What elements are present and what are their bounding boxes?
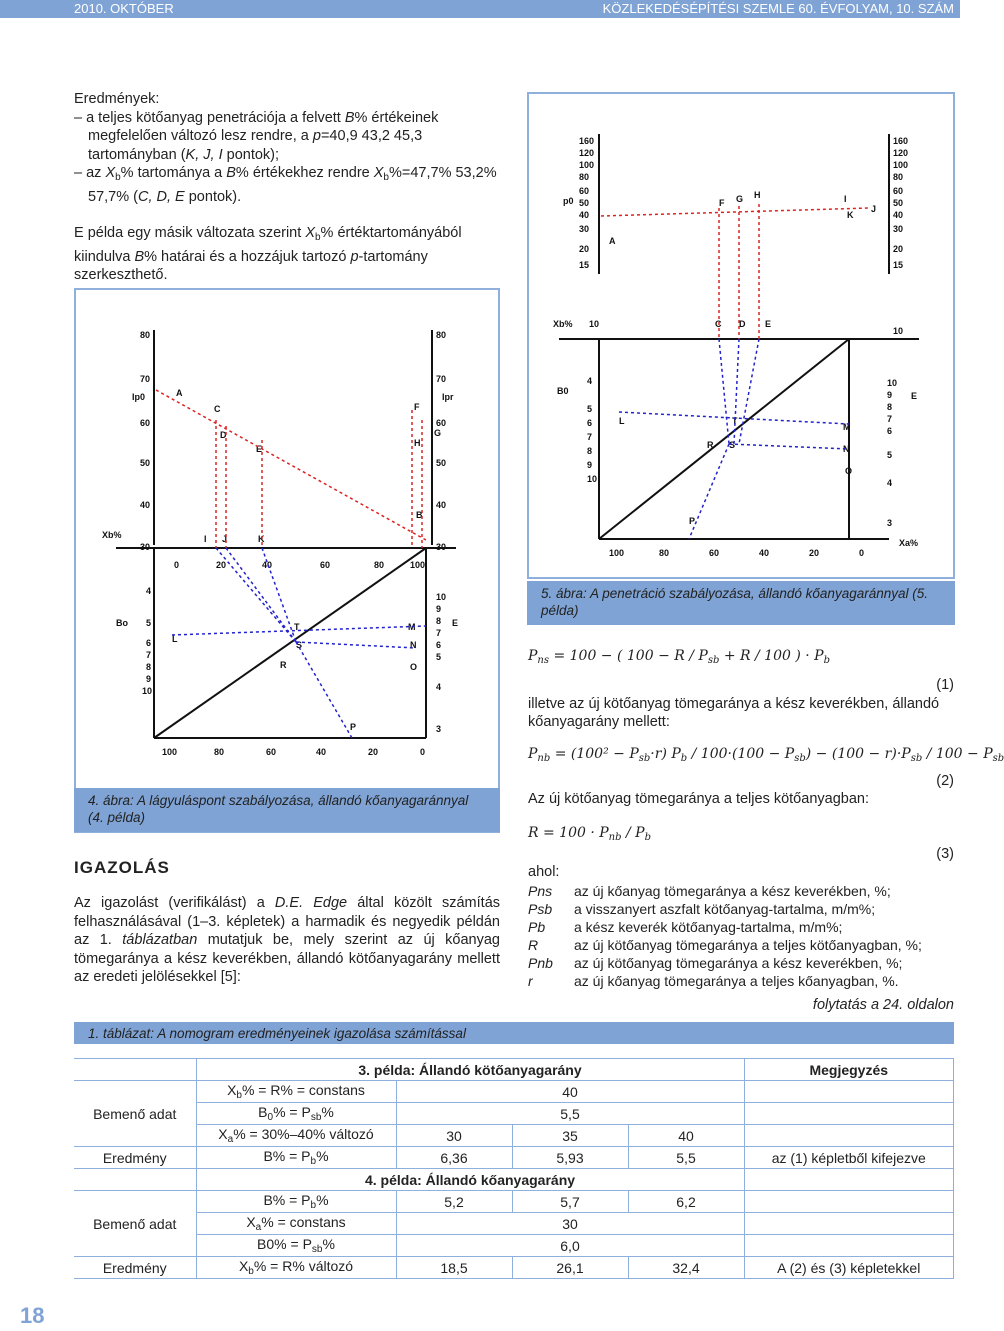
- svg-text:0: 0: [420, 747, 426, 757]
- results-heading: Eredmények:: [74, 91, 160, 107]
- svg-text:3: 3: [887, 518, 893, 528]
- svg-text:S: S: [296, 640, 303, 650]
- svg-text:E: E: [765, 319, 772, 329]
- svg-text:F: F: [414, 402, 420, 412]
- svg-text:10: 10: [436, 592, 447, 602]
- svg-text:6: 6: [587, 418, 593, 428]
- svg-text:100: 100: [410, 560, 426, 570]
- svg-text:B: B: [416, 510, 423, 520]
- table-row: [74, 1081, 954, 1103]
- svg-text:E: E: [256, 444, 263, 454]
- svg-text:6: 6: [436, 640, 442, 650]
- svg-text:70: 70: [436, 374, 447, 384]
- header-date: 2010. OKTÓBER: [74, 1, 174, 16]
- svg-text:9: 9: [587, 460, 593, 470]
- svg-text:160: 160: [579, 136, 595, 146]
- definition-item: Pb a kész keverék kötőanyag-tartalma, m/m%;: [528, 918, 843, 935]
- table-row: [74, 1059, 954, 1081]
- svg-text:M: M: [843, 422, 851, 432]
- svg-text:7: 7: [436, 628, 442, 638]
- svg-text:Xb%: Xb%: [102, 530, 122, 540]
- table-cell: 18,5: [396, 1257, 512, 1279]
- svg-text:p0: p0: [563, 196, 574, 206]
- equations-block: [528, 648, 1004, 1014]
- table-cell: $B\% = P_b\%$: [196, 1147, 396, 1169]
- table-cell: A (2) és (3) képletekkel: [744, 1257, 954, 1279]
- svg-text:60: 60: [709, 548, 720, 558]
- svg-text:50: 50: [140, 458, 151, 468]
- svg-text:L: L: [619, 416, 625, 426]
- definition-list: [528, 882, 954, 990]
- svg-text:40: 40: [579, 210, 590, 220]
- svg-text:10: 10: [589, 319, 600, 329]
- definition-item: R az új kötőanyag tömegaránya a teljes kötőanyagban, %;: [528, 936, 922, 953]
- table-cell: $B\% = P_b\%$: [196, 1191, 396, 1213]
- svg-text:A: A: [176, 388, 183, 398]
- svg-text:5: 5: [436, 652, 442, 662]
- svg-text:H: H: [754, 190, 761, 200]
- svg-text:50: 50: [436, 458, 447, 468]
- svg-text:D: D: [220, 430, 227, 440]
- table-cell: 5,7: [512, 1191, 628, 1213]
- svg-text:100: 100: [609, 548, 625, 558]
- svg-text:J: J: [871, 204, 877, 214]
- svg-text:40: 40: [759, 548, 770, 558]
- table-header-note: Megjegyzés: [744, 1059, 954, 1081]
- page-header: [0, 0, 960, 18]
- table-cell: 40: [396, 1081, 744, 1103]
- svg-text:8: 8: [587, 446, 593, 456]
- svg-text:Ipr: Ipr: [442, 392, 454, 402]
- svg-text:L: L: [172, 634, 178, 644]
- table-group-label: Eredmény: [74, 1257, 196, 1279]
- svg-text:E: E: [911, 391, 918, 401]
- svg-text:15: 15: [579, 260, 590, 270]
- svg-text:80: 80: [140, 330, 151, 340]
- table-row: [74, 1169, 954, 1191]
- results-item-1: – a teljes kötőanyag penetrációja a felvett B% értékeinek megfelelően változó lesz rendre, a p=40,9 43,2 45,3 tartományban (K, J, I pontok);: [74, 109, 439, 163]
- svg-text:10: 10: [893, 326, 904, 336]
- svg-text:4: 4: [146, 586, 152, 596]
- svg-text:9: 9: [436, 604, 442, 614]
- definition-item: Pns az új kőanyag tömegaránya a kész keverékben, %;: [528, 882, 891, 899]
- svg-text:N: N: [410, 640, 417, 650]
- figure-4: [74, 288, 500, 833]
- svg-text:80: 80: [374, 560, 385, 570]
- table-cell: 30: [396, 1213, 744, 1235]
- svg-text:I: I: [844, 194, 847, 204]
- svg-text:10: 10: [587, 474, 598, 484]
- svg-text:8: 8: [146, 662, 152, 672]
- svg-text:T: T: [732, 416, 738, 426]
- svg-text:D: D: [739, 319, 746, 329]
- svg-text:P: P: [689, 516, 696, 526]
- table-cell: $B_0\% = P_{sb}\%$: [196, 1103, 396, 1125]
- figure-5: [527, 92, 955, 579]
- svg-text:120: 120: [893, 148, 909, 158]
- svg-text:20: 20: [579, 244, 590, 254]
- svg-text:5: 5: [146, 618, 152, 628]
- svg-text:20: 20: [893, 244, 904, 254]
- equation-3: $R = 100 \cdot P_{nb} / P_b$: [528, 824, 651, 843]
- svg-text:0: 0: [859, 548, 865, 558]
- table-row: [74, 1257, 954, 1279]
- table-cell: $X_b\% = R\%$ változó: [196, 1257, 396, 1279]
- table-cell: 6,36: [396, 1147, 512, 1169]
- svg-text:80: 80: [436, 330, 447, 340]
- svg-text:30: 30: [140, 542, 151, 552]
- svg-text:100: 100: [162, 747, 178, 757]
- table-group-label: Eredmény: [74, 1147, 196, 1169]
- figure-4-caption: 4. ábra: A lágyuláspont szabályozása, állandó kőanyagaránnyal (4. példa): [74, 788, 500, 832]
- svg-text:Bo: Bo: [116, 618, 128, 628]
- svg-text:100: 100: [579, 160, 595, 170]
- svg-text:Ip0: Ip0: [132, 392, 146, 402]
- svg-text:30: 30: [893, 224, 904, 234]
- svg-text:30: 30: [579, 224, 590, 234]
- table-cell: 30: [396, 1125, 512, 1147]
- svg-text:60: 60: [436, 418, 447, 428]
- svg-text:R: R: [707, 440, 714, 450]
- svg-text:T: T: [294, 622, 300, 632]
- table-header-example-4: 4. példa: Állandó kőanyagarány: [196, 1169, 744, 1191]
- table-row: [74, 1147, 954, 1169]
- table-group-label: Bemenő adat: [74, 1191, 196, 1257]
- figure-5-nomogram: [529, 94, 953, 577]
- table-row: [74, 1125, 954, 1147]
- svg-text:O: O: [845, 466, 853, 476]
- svg-text:80: 80: [659, 548, 670, 558]
- svg-text:60: 60: [320, 560, 331, 570]
- table-row: [74, 1235, 954, 1257]
- svg-text:5: 5: [887, 450, 893, 460]
- equation-1: $P_{ns} = 100$ − ( $100 - R / P_{sb} + R / 100$ ) · $P_b$: [528, 648, 830, 666]
- table-cell: 26,1: [512, 1257, 628, 1279]
- table-cell: 5,93: [512, 1147, 628, 1169]
- svg-text:S: S: [729, 440, 736, 450]
- results-table: [74, 1058, 954, 1279]
- svg-text:60: 60: [266, 747, 277, 757]
- svg-text:K: K: [847, 210, 854, 220]
- table-header-example-3: 3. példa: Állandó kötőanyagarány: [196, 1059, 744, 1081]
- svg-text:B0: B0: [557, 386, 569, 396]
- svg-text:3: 3: [436, 724, 442, 734]
- svg-text:H: H: [414, 438, 421, 448]
- svg-text:20: 20: [368, 747, 379, 757]
- page-number: 18: [20, 1303, 45, 1328]
- svg-text:4: 4: [587, 376, 593, 386]
- equation-2: $P_{nb} = (100^2 - P_{sb}\cdot r)$ $P_b / 100\cdot(100 - P_{sb}) - (100 - r)\cdot P_{sb} / 100 - P_{sb}$: [528, 745, 1004, 764]
- svg-text:G: G: [736, 194, 744, 204]
- definition-item: Pnb az új kötőanyag tömegaránya a kész keverékben, %;: [528, 954, 903, 971]
- svg-text:15: 15: [893, 260, 904, 270]
- svg-text:C: C: [715, 319, 722, 329]
- svg-text:P: P: [350, 722, 357, 732]
- svg-text:50: 50: [893, 198, 904, 208]
- svg-text:20: 20: [809, 548, 820, 558]
- table-cell: 40: [628, 1125, 744, 1147]
- svg-text:20: 20: [216, 560, 227, 570]
- svg-text:5: 5: [587, 404, 593, 414]
- equation-1-number: (1): [936, 677, 954, 693]
- svg-text:4: 4: [436, 682, 442, 692]
- svg-text:7: 7: [887, 414, 893, 424]
- table-row: [74, 1191, 954, 1213]
- svg-text:50: 50: [579, 198, 590, 208]
- svg-text:80: 80: [214, 747, 225, 757]
- svg-text:8: 8: [436, 616, 442, 626]
- table-cell: $X_a\%$ = constans: [196, 1213, 396, 1235]
- svg-text:9: 9: [146, 674, 152, 684]
- continued-note: folytatás a 24. oldalon: [812, 996, 954, 1013]
- igazolas-paragraph: Az igazolást (verifikálást) a D.E. Edge által közölt számítás felhasználásával (1–3. képletek) a harmadik és negyedik példán az 1. táblázatban mutatjuk be, mely szerint az új kőanyag tömegaránya a kész keverékben, állandó kötőanyagarány mellett az eredeti jelölésekkel [5]:: [74, 895, 501, 985]
- svg-text:J: J: [222, 534, 228, 544]
- svg-text:9: 9: [887, 390, 893, 400]
- equation-2-note: Az új kötőanyag tömegaránya a teljes kötőanyagban:: [528, 791, 869, 807]
- figure-5-caption: 5. ábra: A penetráció szabályozása, állandó kőanyagaránnyal (5. példa): [527, 581, 955, 625]
- svg-text:7: 7: [146, 650, 152, 660]
- svg-text:40: 40: [436, 500, 447, 510]
- svg-text:A: A: [609, 236, 616, 246]
- svg-text:40: 40: [262, 560, 273, 570]
- svg-text:M: M: [408, 622, 416, 632]
- svg-text:O: O: [410, 662, 418, 672]
- results-item-2: – az $X_b\%$ tartománya a B% értékekhez rendre $X_b\%=47,7\%$ 53,2% 57,7% (C, D, E pontok).: [74, 165, 497, 205]
- svg-text:30: 30: [436, 542, 447, 552]
- definition-item: Psb a visszanyert aszfalt kötőanyag-tartalma, m/m%;: [528, 900, 876, 917]
- table-cell: az (1) képletből kifejezve: [744, 1147, 954, 1169]
- svg-text:Xa%: Xa%: [899, 538, 919, 548]
- results-paragraph: E példa egy másik változata szerint $X_b\%$ értéktartományából kiindulva B% határai és a hozzájuk tartozó p-tartomány szerkeszthető.: [74, 225, 462, 283]
- table-cell: $B0\% = P_{sb}\%$: [196, 1235, 396, 1257]
- svg-text:80: 80: [579, 172, 590, 182]
- svg-text:120: 120: [579, 148, 595, 158]
- figure-4-nomogram: [76, 290, 498, 780]
- table-row: [74, 1213, 954, 1235]
- svg-text:F: F: [719, 198, 725, 208]
- svg-text:10: 10: [887, 378, 898, 388]
- svg-text:I: I: [204, 534, 207, 544]
- table-cell: 6,0: [396, 1235, 744, 1257]
- equation-2-number: (2): [936, 772, 954, 789]
- svg-text:6: 6: [887, 426, 893, 436]
- table-cell: $X_a\% = 30\%-40\%$ változó: [196, 1125, 396, 1147]
- svg-text:K: K: [258, 534, 265, 544]
- header-journal: KÖZLEKEDÉSÉPÍTÉSI SZEMLE 60. ÉVFOLYAM, 10. SZÁM: [602, 1, 954, 16]
- svg-text:40: 40: [893, 210, 904, 220]
- table-row: [74, 1103, 954, 1125]
- svg-text:60: 60: [893, 186, 904, 196]
- table-cell: 6,2: [628, 1191, 744, 1213]
- table-cell: $X_b\% = R\%$ = constans: [196, 1081, 396, 1103]
- svg-text:4: 4: [887, 478, 893, 488]
- svg-text:40: 40: [140, 500, 151, 510]
- svg-text:40: 40: [316, 747, 327, 757]
- definition-item: r az új kőanyag tömegaránya a teljes kőanyagban, %.: [528, 972, 899, 989]
- svg-text:70: 70: [140, 374, 151, 384]
- svg-text:60: 60: [140, 418, 151, 428]
- table-caption: 1. táblázat: A nomogram eredményeinek igazolása számítással: [74, 1022, 954, 1044]
- svg-text:G: G: [434, 428, 442, 438]
- svg-text:N: N: [843, 444, 850, 454]
- equation-1-note: illetve az új kötőanyag tömegaránya a kész keverékben, állandó kőanyagarány mellett:: [528, 695, 940, 730]
- svg-text:0: 0: [174, 560, 180, 570]
- svg-text:80: 80: [893, 172, 904, 182]
- svg-text:7: 7: [587, 432, 593, 442]
- table-cell: 5,5: [396, 1103, 744, 1125]
- table-cell: 35: [512, 1125, 628, 1147]
- table-cell: 32,4: [628, 1257, 744, 1279]
- results-block: [74, 90, 500, 285]
- table-cell: 5,5: [628, 1147, 744, 1169]
- svg-text:100: 100: [893, 160, 909, 170]
- ahol-label: ahol:: [528, 864, 560, 880]
- section-title: IGAZOLÁS: [74, 858, 170, 877]
- svg-text:E: E: [452, 618, 459, 628]
- svg-text:6: 6: [146, 638, 152, 648]
- table-group-label: Bemenő adat: [74, 1081, 196, 1147]
- equation-3-number: (3): [936, 845, 954, 862]
- table-cell: 5,2: [396, 1191, 512, 1213]
- svg-text:R: R: [280, 660, 287, 670]
- svg-text:Xb%: Xb%: [553, 319, 573, 329]
- svg-text:8: 8: [887, 402, 893, 412]
- svg-text:60: 60: [579, 186, 590, 196]
- svg-text:C: C: [214, 404, 221, 414]
- svg-text:10: 10: [142, 686, 153, 696]
- svg-text:160: 160: [893, 136, 909, 146]
